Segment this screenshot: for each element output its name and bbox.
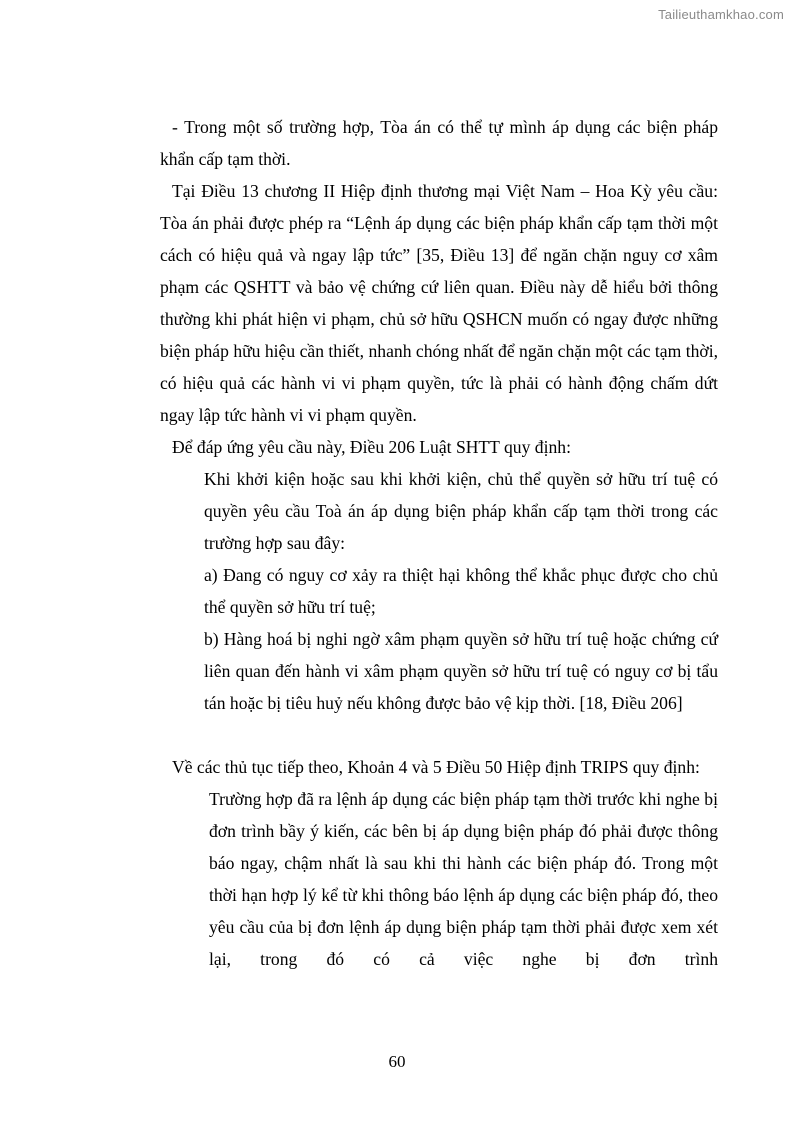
watermark-text: Tailieuthamkhao.com [658, 7, 784, 22]
quote-article-206-a: a) Đang có nguy cơ xảy ra thiệt hại không thể khắc phục được cho chủ thể quyền sở hữu trí tuệ; [204, 565, 718, 617]
quote-article-206-main: Khi khởi kiện hoặc sau khi khởi kiện, chủ thể quyền sở hữu trí tuệ có quyền yêu cầu Toà án áp dụng biện pháp khẩn cấp tạm thời trong các trường hợp sau đây: [204, 469, 718, 553]
page-number: 60 [388, 1052, 406, 1071]
quote-article-206-b: b) Hàng hoá bị nghi ngờ xâm phạm quyền sở hữu trí tuệ hoặc chứng cứ liên quan đến hành vi xâm phạm quyền sở hữu trí tuệ có nguy cơ bị tẩu tán hoặc bị tiêu huỷ nếu không được bảo vệ kịp thời. [18, Điều 206] [204, 629, 718, 713]
paragraph-trips-intro: Về các thủ tục tiếp theo, Khoản 4 và 5 Điều 50 Hiệp định TRIPS quy định: [172, 757, 700, 777]
paragraph-article-13: Tại Điều 13 chương II Hiệp định thương mại Việt Nam – Hoa Kỳ yêu cầu: Tòa án phải được phép ra “Lệnh áp dụng các biện pháp khẩn cấp tạm thời một cách có hiệu quả và ngay lập tức” [35, Điều 13] để ngăn chặn nguy cơ xâm phạm các QSHTT và bảo vệ chứng cứ liên quan. Điều này dễ hiểu bởi thông thường khi phát hiện vi phạm, chủ sở hữu QSHCN muốn có ngay được những biện pháp hữu hiệu cần thiết, nhanh chóng nhất để ngăn chặn một các tạm thời, có hiệu quả các hành vi vi phạm quyền, tức là phải có hành động chấm dứt ngay lập tức hành vi vi phạm quyền. [160, 181, 718, 425]
quote-trips-article-50: Trường hợp đã ra lệnh áp dụng các biện pháp tạm thời trước khi nghe bị đơn trình bầy ý kiến, các bên bị áp dụng biện pháp đó phải được thông báo ngay, chậm nhất là sau khi thi hành các biện pháp đó. Trong một thời hạn hợp lý kể từ khi thông báo lệnh áp dụng các biện pháp đó, theo yêu cầu của bị đơn lệnh áp dụng biện pháp tạm thời phải được xem xét lại, trong đó có cả việc nghe bị đơn trình [209, 789, 718, 969]
paragraph-article-206-intro: Để đáp ứng yêu cầu này, Điều 206 Luật SHTT quy định: [172, 437, 571, 457]
paragraph-intro: - Trong một số trường hợp, Tòa án có thể tự mình áp dụng các biện pháp khẩn cấp tạm thời. [160, 117, 718, 169]
